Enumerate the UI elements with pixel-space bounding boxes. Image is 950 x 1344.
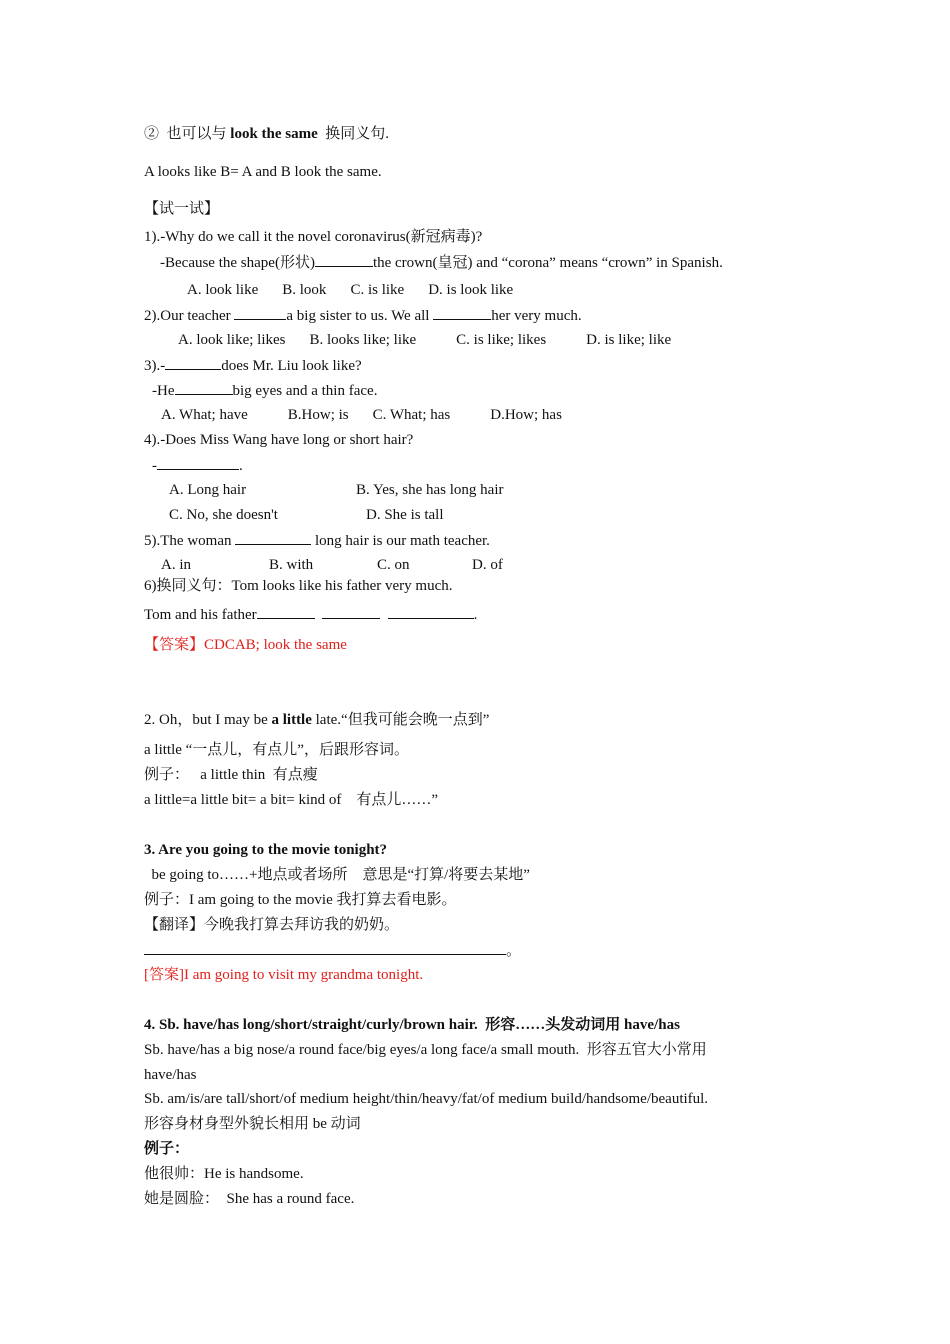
formula-line: A looks like B= A and B look the same. — [144, 164, 382, 180]
section-4-line3: Sb. am/is/are tall/short/of medium height/thin/heavy/fat/of medium build/handsome/beautiful. — [144, 1091, 709, 1107]
answer-key-3: [答案]I am going to visit my grandma tonight. — [144, 967, 424, 983]
answer-blank[interactable] — [388, 604, 474, 619]
option-c[interactable]: C. is like — [350, 282, 405, 298]
example-label: 例子： — [144, 1141, 190, 1157]
q3-line2: -He big eyes and a thin face. — [152, 380, 377, 401]
q5-option-a[interactable]: A. in — [161, 557, 191, 573]
q3-line1: 3).- does Mr. Liu look like? — [144, 355, 362, 376]
option-b[interactable]: B. looks like; like — [309, 332, 417, 348]
section-3-line2: 例子：I am going to the movie 我打算去看电影。 — [144, 892, 457, 908]
example-2: 她是圆脸： She has a round face. — [144, 1191, 355, 1207]
option-a[interactable]: A. look like; likes — [178, 332, 286, 348]
q5-option-c[interactable]: C. on — [377, 557, 410, 573]
option-a[interactable]: A. What; have — [161, 407, 248, 423]
section-4-title: 4. Sb. have/has long/short/straight/curly/brown hair. 形容……头发动词用 have/has — [144, 1017, 680, 1033]
section-3-line1: be going to……+地点或者场所 意思是“打算/将要去某地” — [144, 867, 530, 883]
answer-key-1: 【答案】CDCAB; look the same — [144, 637, 347, 653]
example-1: 他很帅：He is handsome. — [144, 1166, 304, 1182]
q3-options — [161, 405, 562, 425]
q6-line2: Tom and his father . — [144, 604, 477, 625]
q2-options — [178, 330, 671, 350]
q5-line: 5).The woman long hair is our math teacher. — [144, 530, 490, 551]
answer-blank[interactable] — [257, 604, 315, 619]
section-4-line4: 形容身材身型外貌长相用 be 动词 — [144, 1116, 361, 1132]
answer-blank[interactable] — [234, 305, 286, 320]
option-b[interactable]: B.How; is — [287, 407, 349, 423]
section-2-line2: a little “一点儿，有点儿”，后跟形容词。 — [144, 742, 409, 758]
q5-option-b[interactable]: B. with — [269, 557, 314, 573]
section-3-translation-line: 。 — [144, 940, 521, 961]
option-b[interactable]: B. look — [282, 282, 327, 298]
q1-options — [187, 280, 513, 300]
option-d[interactable]: D. is look like — [428, 282, 514, 298]
option-d[interactable]: D.How; has — [490, 407, 562, 423]
section-3-line3: 【翻译】今晚我打算去拜访我的奶奶。 — [144, 917, 400, 933]
q4-option-c[interactable]: C. No, she doesn't — [169, 507, 278, 523]
section-2-line3: 例子： a little thin 有点瘦 — [144, 767, 318, 783]
q6-line1: 6)换同义句：Tom looks like his father very much. — [144, 578, 453, 594]
circle-number: ② — [144, 126, 160, 142]
answer-blank[interactable] — [157, 455, 239, 470]
answer-blank[interactable] — [315, 252, 373, 267]
option-d[interactable]: D. is like; like — [586, 332, 672, 348]
answer-blank[interactable] — [175, 380, 233, 395]
section-4-line1: Sb. have/has a big nose/a round face/big eyes/a long face/a small mouth. 形容五官大小常用 — [144, 1042, 707, 1058]
q2-line: 2).Our teacher a big sister to us. We all her very much. — [144, 305, 582, 326]
answer-blank[interactable] — [322, 604, 380, 619]
section-2-line4: a little=a little bit= a bit= kind of 有点儿……” — [144, 792, 439, 808]
q4-line2: - . — [152, 455, 243, 476]
section-3-title: 3. Are you going to the movie tonight? — [144, 842, 388, 858]
option-a[interactable]: A. look like — [187, 282, 259, 298]
q4-option-b[interactable]: B. Yes, she has long hair — [356, 482, 504, 498]
keyword-look-the-same: look the same — [230, 126, 318, 142]
translation-blank[interactable] — [144, 940, 506, 955]
section-4-line2: have/has — [144, 1067, 197, 1083]
option-c[interactable]: C. is like; likes — [456, 332, 547, 348]
q4-line1: 4).-Does Miss Wang have long or short hair? — [144, 432, 414, 448]
q1-line1: 1).-Why do we call it the novel coronavirus(新冠病毒)? — [144, 229, 483, 245]
section-2-title: 2. Oh，but I may be a little late.“但我可能会晚一点到” — [144, 712, 490, 728]
q1-line2: -Because the shape(形状) the crown(皇冠) and “corona” means “crown” in Spanish. — [160, 252, 723, 273]
q5-option-d[interactable]: D. of — [472, 557, 503, 573]
option-c[interactable]: C. What; has — [372, 407, 451, 423]
try-heading: 【试一试】 — [144, 201, 220, 217]
answer-blank[interactable] — [165, 355, 221, 370]
answer-blank[interactable] — [433, 305, 491, 320]
q4-option-d[interactable]: D. She is tall — [366, 507, 444, 523]
q4-option-a[interactable]: A. Long hair — [169, 482, 247, 498]
answer-blank[interactable] — [235, 530, 311, 545]
intro-line: ② 也可以与 look the same 换同义句. — [144, 126, 390, 142]
